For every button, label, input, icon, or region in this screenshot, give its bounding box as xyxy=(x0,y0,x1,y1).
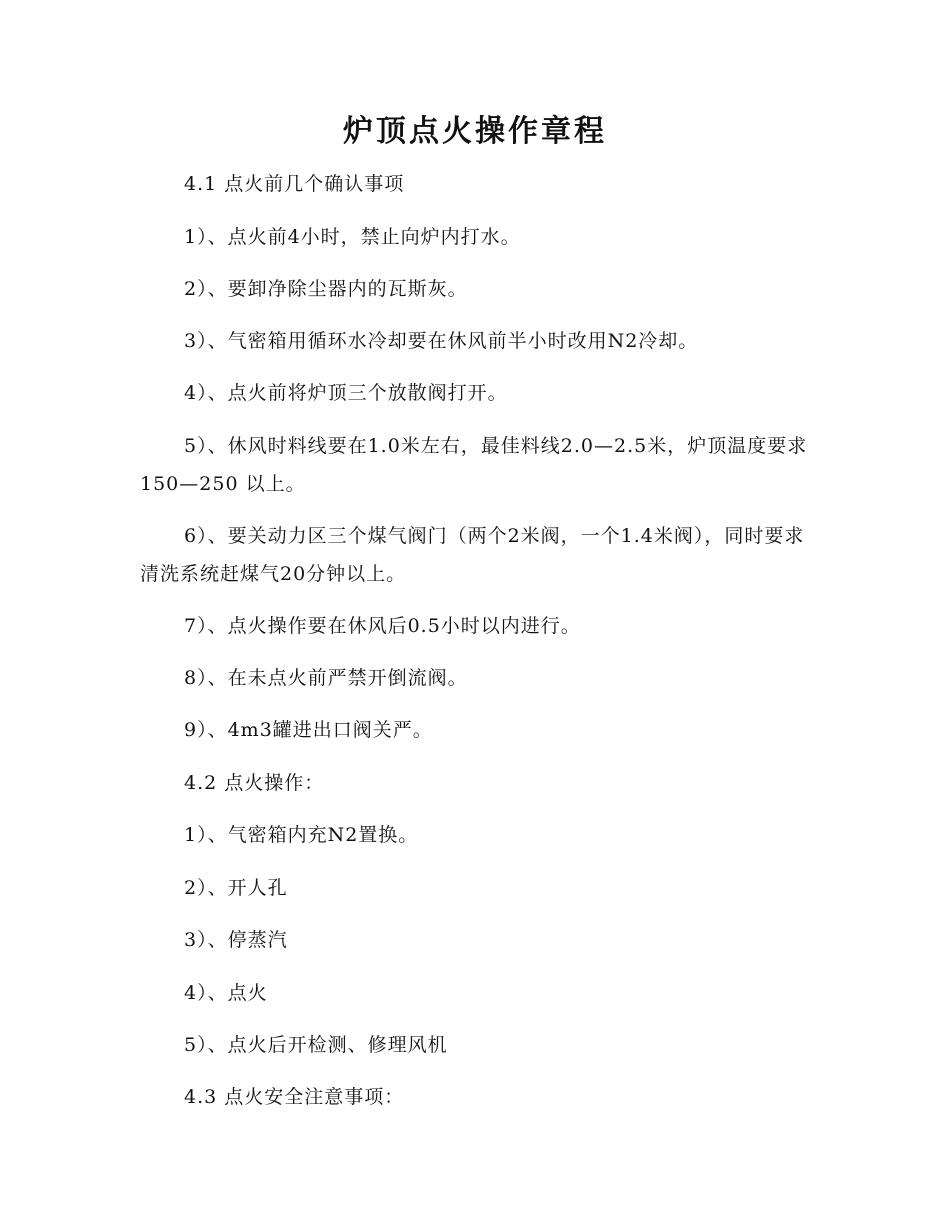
paragraph-item-1: 1）、点火前4小时，禁止向炉内打水。 xyxy=(184,226,521,248)
paragraph-step-4: 4）、点火 xyxy=(184,982,268,1004)
paragraph-item-8: 8）、在未点火前严禁开倒流阀。 xyxy=(184,667,468,689)
paragraph-item-3: 3）、气密箱用循环水冷却要在休风前半小时改用N2冷却。 xyxy=(184,330,699,352)
paragraph-step-1: 1）、气密箱内充N2置换。 xyxy=(184,824,419,846)
section-heading-4-2: 4.2 点火操作： xyxy=(184,772,325,794)
paragraph-item-9: 9）、4m3罐进出口阀关严。 xyxy=(184,719,433,741)
paragraph-item-4: 4）、点火前将炉顶三个放散阀打开。 xyxy=(184,382,508,404)
paragraph-item-6: 6）、要关动力区三个煤气阀门（两个2米阀，一个1.4米阀），同时要求清洗系统赶煤气20分钟以上。 xyxy=(140,525,805,585)
paragraph-item-5: 5）、休风时料线要在1.0米左右，最佳料线2.0—2.5米，炉顶温度要求150—250 以上。 xyxy=(140,435,808,495)
paragraph-step-3: 3）、停蒸汽 xyxy=(184,929,288,951)
paragraph-item-2: 2）、要卸净除尘器内的瓦斯灰。 xyxy=(184,278,468,300)
section-heading-4-1: 4.1 点火前几个确认事项 xyxy=(184,173,405,195)
paragraph-step-2: 2）、开人孔 xyxy=(184,877,288,899)
paragraph-item-7: 7）、点火操作要在休风后0.5小时以内进行。 xyxy=(184,615,581,637)
paragraph-step-5: 5）、点火后开检测、修理风机 xyxy=(184,1034,448,1056)
section-heading-4-3: 4.3 点火安全注意事项： xyxy=(184,1086,405,1108)
document-title: 炉顶点火操作章程 xyxy=(343,114,607,149)
